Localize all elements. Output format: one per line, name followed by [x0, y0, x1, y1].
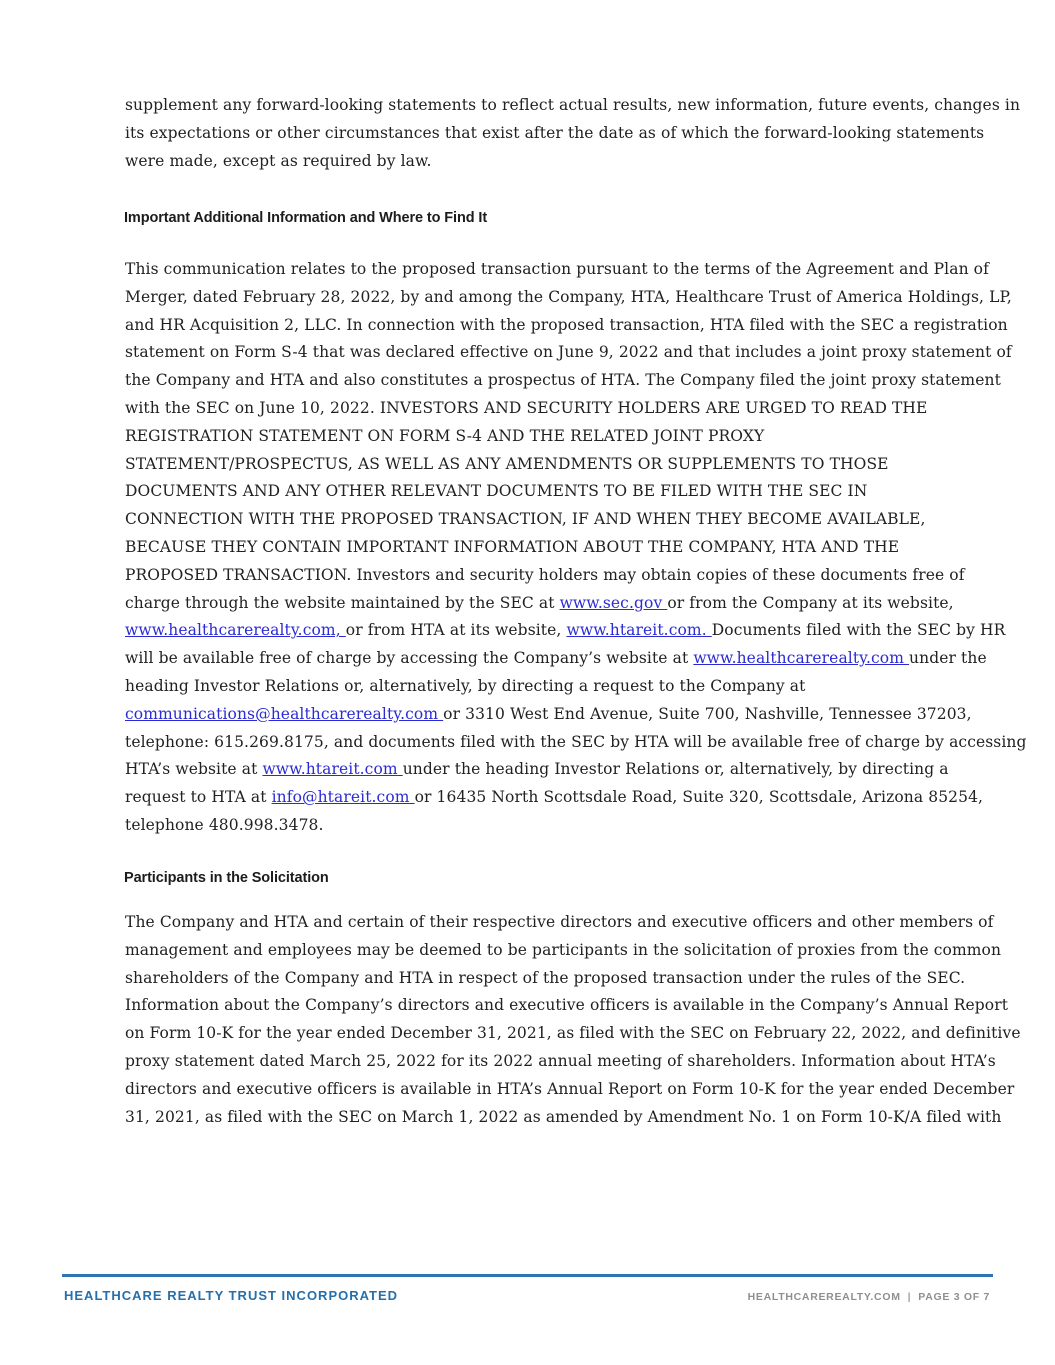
text-line [125, 673, 937, 701]
text-line [125, 756, 949, 784]
text-segment: supplement any forward-looking statements to reflect actual results, new information, future events, changes in [125, 96, 1021, 114]
text-line [125, 1020, 1021, 1048]
text-line [125, 590, 954, 618]
text-segment: PROPOSED TRANSACTION. Investors and security holders may obtain copies of these documents free of [125, 565, 965, 584]
text-segment: telephone 480.998.3478. [125, 815, 324, 834]
text-segment: Information about the Company’s directors and executive officers is available in the Company’s Annual Report [125, 996, 1009, 1015]
section-heading-participants: Participants in the Solicitation [124, 870, 329, 886]
footer-divider-rule [62, 1274, 993, 1277]
hyperlink[interactable]: www.healthcarerealty.com [693, 649, 910, 668]
text-segment: and HR Acquisition 2, LLC. In connection with the proposed transaction, HTA filed with the SEC a registration [125, 315, 1008, 334]
text-line [125, 645, 987, 673]
text-line [125, 562, 965, 590]
text-segment: telephone: 615.269.8175, and documents filed with the SEC by HTA will be available free of charge by accessing [125, 732, 1027, 751]
text-segment: DOCUMENTS AND ANY OTHER RELEVANT DOCUMENTS TO BE FILED WITH THE SEC IN [125, 482, 868, 501]
text-segment: management and employees may be deemed to be participants in the solicitation of proxies from the common [125, 940, 1002, 959]
text-line [125, 729, 1027, 757]
text-line [125, 937, 1002, 965]
text-segment: or from the Company at its website, [667, 593, 954, 612]
hyperlink[interactable]: www.htareit.com [262, 760, 403, 779]
text-segment: BECAUSE THEY CONTAIN IMPORTANT INFORMATION ABOUT THE COMPANY, HTA AND THE [125, 537, 900, 556]
text-line [125, 423, 937, 451]
text-line [125, 992, 1009, 1020]
text-line [125, 256, 989, 284]
text-line [125, 284, 1012, 312]
text-segment: heading Investor Relations or, alternatively, by directing a request to the Company at [125, 676, 806, 695]
text-line [125, 92, 1021, 120]
text-line [125, 534, 937, 562]
text-segment: will be available free of charge by accessing the Company’s website at [125, 649, 694, 668]
text-segment: under the heading Investor Relations or, alternatively, by directing a [402, 760, 949, 779]
text-line [125, 395, 937, 423]
paragraph-transaction-information [125, 256, 1027, 840]
hyperlink[interactable]: info@htareit.com [271, 788, 415, 807]
text-segment: Merger, dated February 28, 2022, by and among the Company, HTA, Healthcare Trust of America Holdings, LP, [125, 287, 1012, 306]
text-line [125, 367, 1001, 395]
text-line [125, 812, 937, 840]
text-segment: REGISTRATION STATEMENT ON FORM S-4 AND THE RELATED JOINT PROXY [125, 426, 765, 445]
text-segment: the Company and HTA and also constitutes a prospectus of HTA. The Company filed the joint proxy statement [125, 371, 1001, 390]
section-heading-additional-information: Important Additional Information and Where to Find It [124, 210, 488, 226]
text-segment: or 16435 North Scottsdale Road, Suite 320, Scottsdale, Arizona 85254, [414, 788, 984, 807]
text-segment: charge through the website maintained by the SEC at [125, 593, 560, 612]
footer-company-name: HEALTHCARE REALTY TRUST INCORPORATED [64, 1288, 399, 1303]
text-line [125, 506, 937, 534]
text-segment: on Form 10-K for the year ended December 31, 2021, as filed with the SEC on February 22, 2022, and definitive [125, 1024, 1021, 1043]
text-line [125, 1048, 996, 1076]
text-line [125, 451, 937, 479]
text-segment: 31, 2021, as filed with the SEC on March 1, 2022 as amended by Amendment No. 1 on Form 10-K/A filed with [125, 1107, 1002, 1126]
text-segment: This communication relates to the proposed transaction pursuant to the terms of the Agreement and Plan of [125, 260, 989, 278]
text-segment: were made, except as required by law. [125, 151, 432, 170]
text-segment: statement on Form S-4 that was declared effective on June 9, 2022 and that includes a joint proxy statement of [125, 343, 1012, 362]
text-line [125, 339, 1012, 367]
text-line [125, 120, 985, 148]
footer-page-number: PAGE 3 OF 7 [918, 1291, 990, 1303]
text-segment: proxy statement dated March 25, 2022 for its 2022 annual meeting of shareholders. Information about HTA’s [125, 1051, 996, 1070]
hyperlink[interactable]: www.sec.gov [559, 593, 668, 612]
text-segment: CONNECTION WITH THE PROPOSED TRANSACTION, IF AND WHEN THEY BECOME AVAILABLE, [125, 510, 926, 529]
text-line [125, 148, 937, 176]
text-line [125, 617, 1006, 645]
text-segment: shareholders of the Company and HTA in respect of the proposed transaction under the rules of the SEC. [125, 968, 966, 987]
paragraph-participants-solicitation [125, 909, 1021, 1131]
text-segment: STATEMENT/PROSPECTUS, AS WELL AS ANY AMENDMENTS OR SUPPLEMENTS TO THOSE [125, 454, 889, 473]
text-line [125, 312, 1008, 340]
text-segment: under the [909, 649, 987, 668]
text-line [125, 1104, 1002, 1132]
text-segment: or 3310 West End Avenue, Suite 700, Nashville, Tennessee 37203, [443, 704, 972, 723]
text-segment: directors and executive officers is available in HTA’s Annual Report on Form 10-K for the year ended December [125, 1079, 1015, 1098]
text-segment: HTA’s website at [125, 760, 263, 779]
text-segment: with the SEC on June 10, 2022. INVESTORS AND SECURITY HOLDERS ARE URGED TO READ THE [125, 398, 928, 417]
text-line [125, 965, 966, 993]
text-segment: its expectations or other circumstances that exist after the date as of which the forward-looking statements [125, 123, 985, 142]
footer-separator: | [907, 1291, 912, 1303]
text-line [125, 478, 937, 506]
hyperlink[interactable]: www.healthcarerealty.com, [125, 621, 346, 640]
hyperlink[interactable]: communications@healthcarerealty.com [125, 704, 444, 723]
paragraph-forward-looking-disclaimer [125, 92, 1021, 175]
footer-meta [748, 1291, 990, 1303]
text-line [125, 701, 972, 729]
text-line [125, 909, 994, 937]
hyperlink[interactable]: www.htareit.com. [566, 621, 712, 640]
text-line [125, 1076, 1015, 1104]
text-line [125, 784, 984, 812]
footer-website: HEALTHCAREREALTY.COM [747, 1291, 901, 1303]
text-segment: request to HTA at [125, 788, 272, 807]
text-segment: The Company and HTA and certain of their respective directors and executive officers and other members of [125, 913, 994, 931]
text-segment: or from HTA at its website, [345, 621, 567, 640]
text-segment: Documents filed with the SEC by HR [711, 621, 1006, 640]
